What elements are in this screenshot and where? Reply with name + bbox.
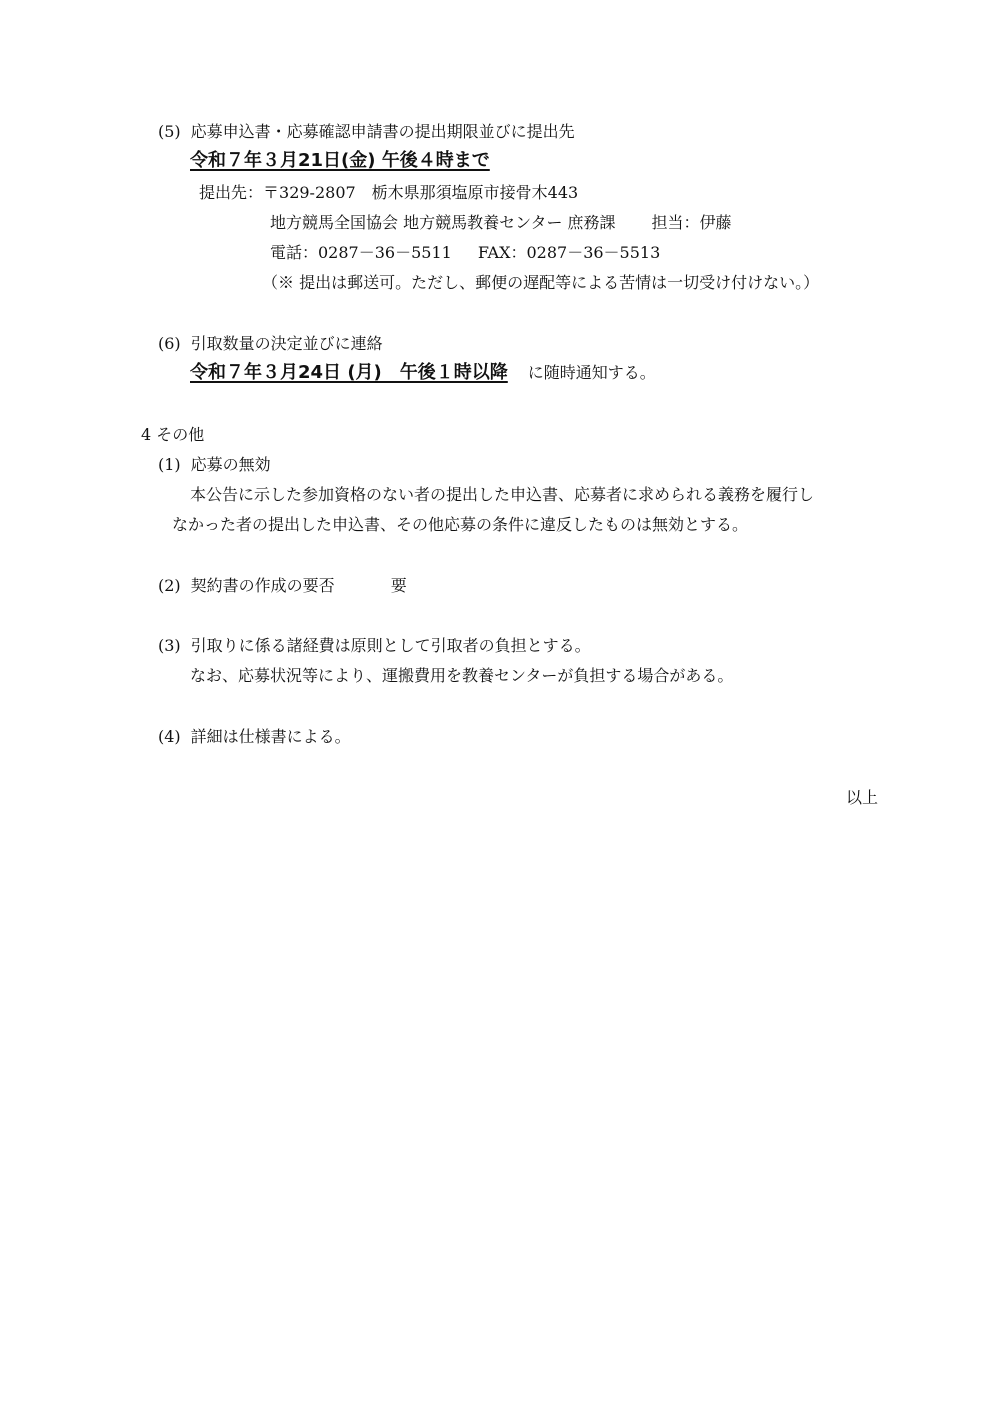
item5-number: (5) [158,122,181,141]
s4-item3-text1: 引取りに係る諸経費は原則として引取者の負担とする。 [190,636,591,655]
s4-item1-body-line1: 本公告に示した参加資格のない者の提出した申込書、応募者に求められる義務を履行し [190,485,815,504]
s4-item4-text: 詳細は仕様書による。 [190,727,351,746]
item5-org: 地方競馬全国協会 地方競馬教養センター 庶務課 [270,213,616,232]
item5-org-line [270,215,732,231]
item6-heading: 引取数量の決定並びに連絡 [190,334,383,353]
item5-address-label: 提出先： [199,183,264,202]
s4-item1-number: (1) [158,455,181,474]
s4-item2-heading: 契約書の作成の要否 [190,576,335,595]
item6-number: (6) [158,334,181,353]
s4-item3-number: (3) [158,636,181,655]
s4-item1-heading-line [158,457,271,473]
s4-item3-line2: なお、応募状況等により、運搬費用を教養センターが負担する場合がある。 [190,666,734,685]
s4-item1-heading: 応募の無効 [190,455,271,474]
s4-item3-line1 [158,638,591,654]
item5-note: （※ 提出は郵送可。ただし、郵便の遅配等による苦情は一切受け付けない。） [262,273,820,292]
item5-heading-line [158,124,575,140]
item5-deadline: 令和７年３月21日(金) 午後４時まで [190,150,490,171]
s4-item4-line [158,729,351,745]
s4-item2-number: (2) [158,576,181,595]
s4-item2-line [158,578,407,594]
s4-item2-value: 要 [390,576,407,595]
item5-address-line [199,185,578,201]
item5-address: 〒329-2807 栃木県那須塩原市接骨木443 [263,183,579,202]
s4-item4-number: (4) [158,727,181,746]
item6-date-line [190,364,656,382]
item5-deadline-line [190,152,490,170]
section4-title: 4 その他 [141,425,205,444]
item6-heading-line [158,336,383,352]
item6-date: 令和７年３月24日 (月) 午後１時以降 [190,362,508,383]
item6-suffix: に随時通知する。 [527,363,656,382]
item5-contact-person: 担当：伊藤 [651,213,732,232]
item5-tel: 電話：0287－36－5511 [270,243,452,262]
item5-phone-line [270,245,660,261]
s4-item1-body-line2: なかった者の提出した申込書、その他応募の条件に違反したものは無効とする。 [172,515,749,534]
item5-heading: 応募申込書・応募確認申請書の提出期限並びに提出先 [190,122,575,141]
item5-note-line [262,275,819,291]
closing-text: 以上 [846,788,879,807]
item5-fax: FAX：0287－36－5513 [477,243,661,262]
